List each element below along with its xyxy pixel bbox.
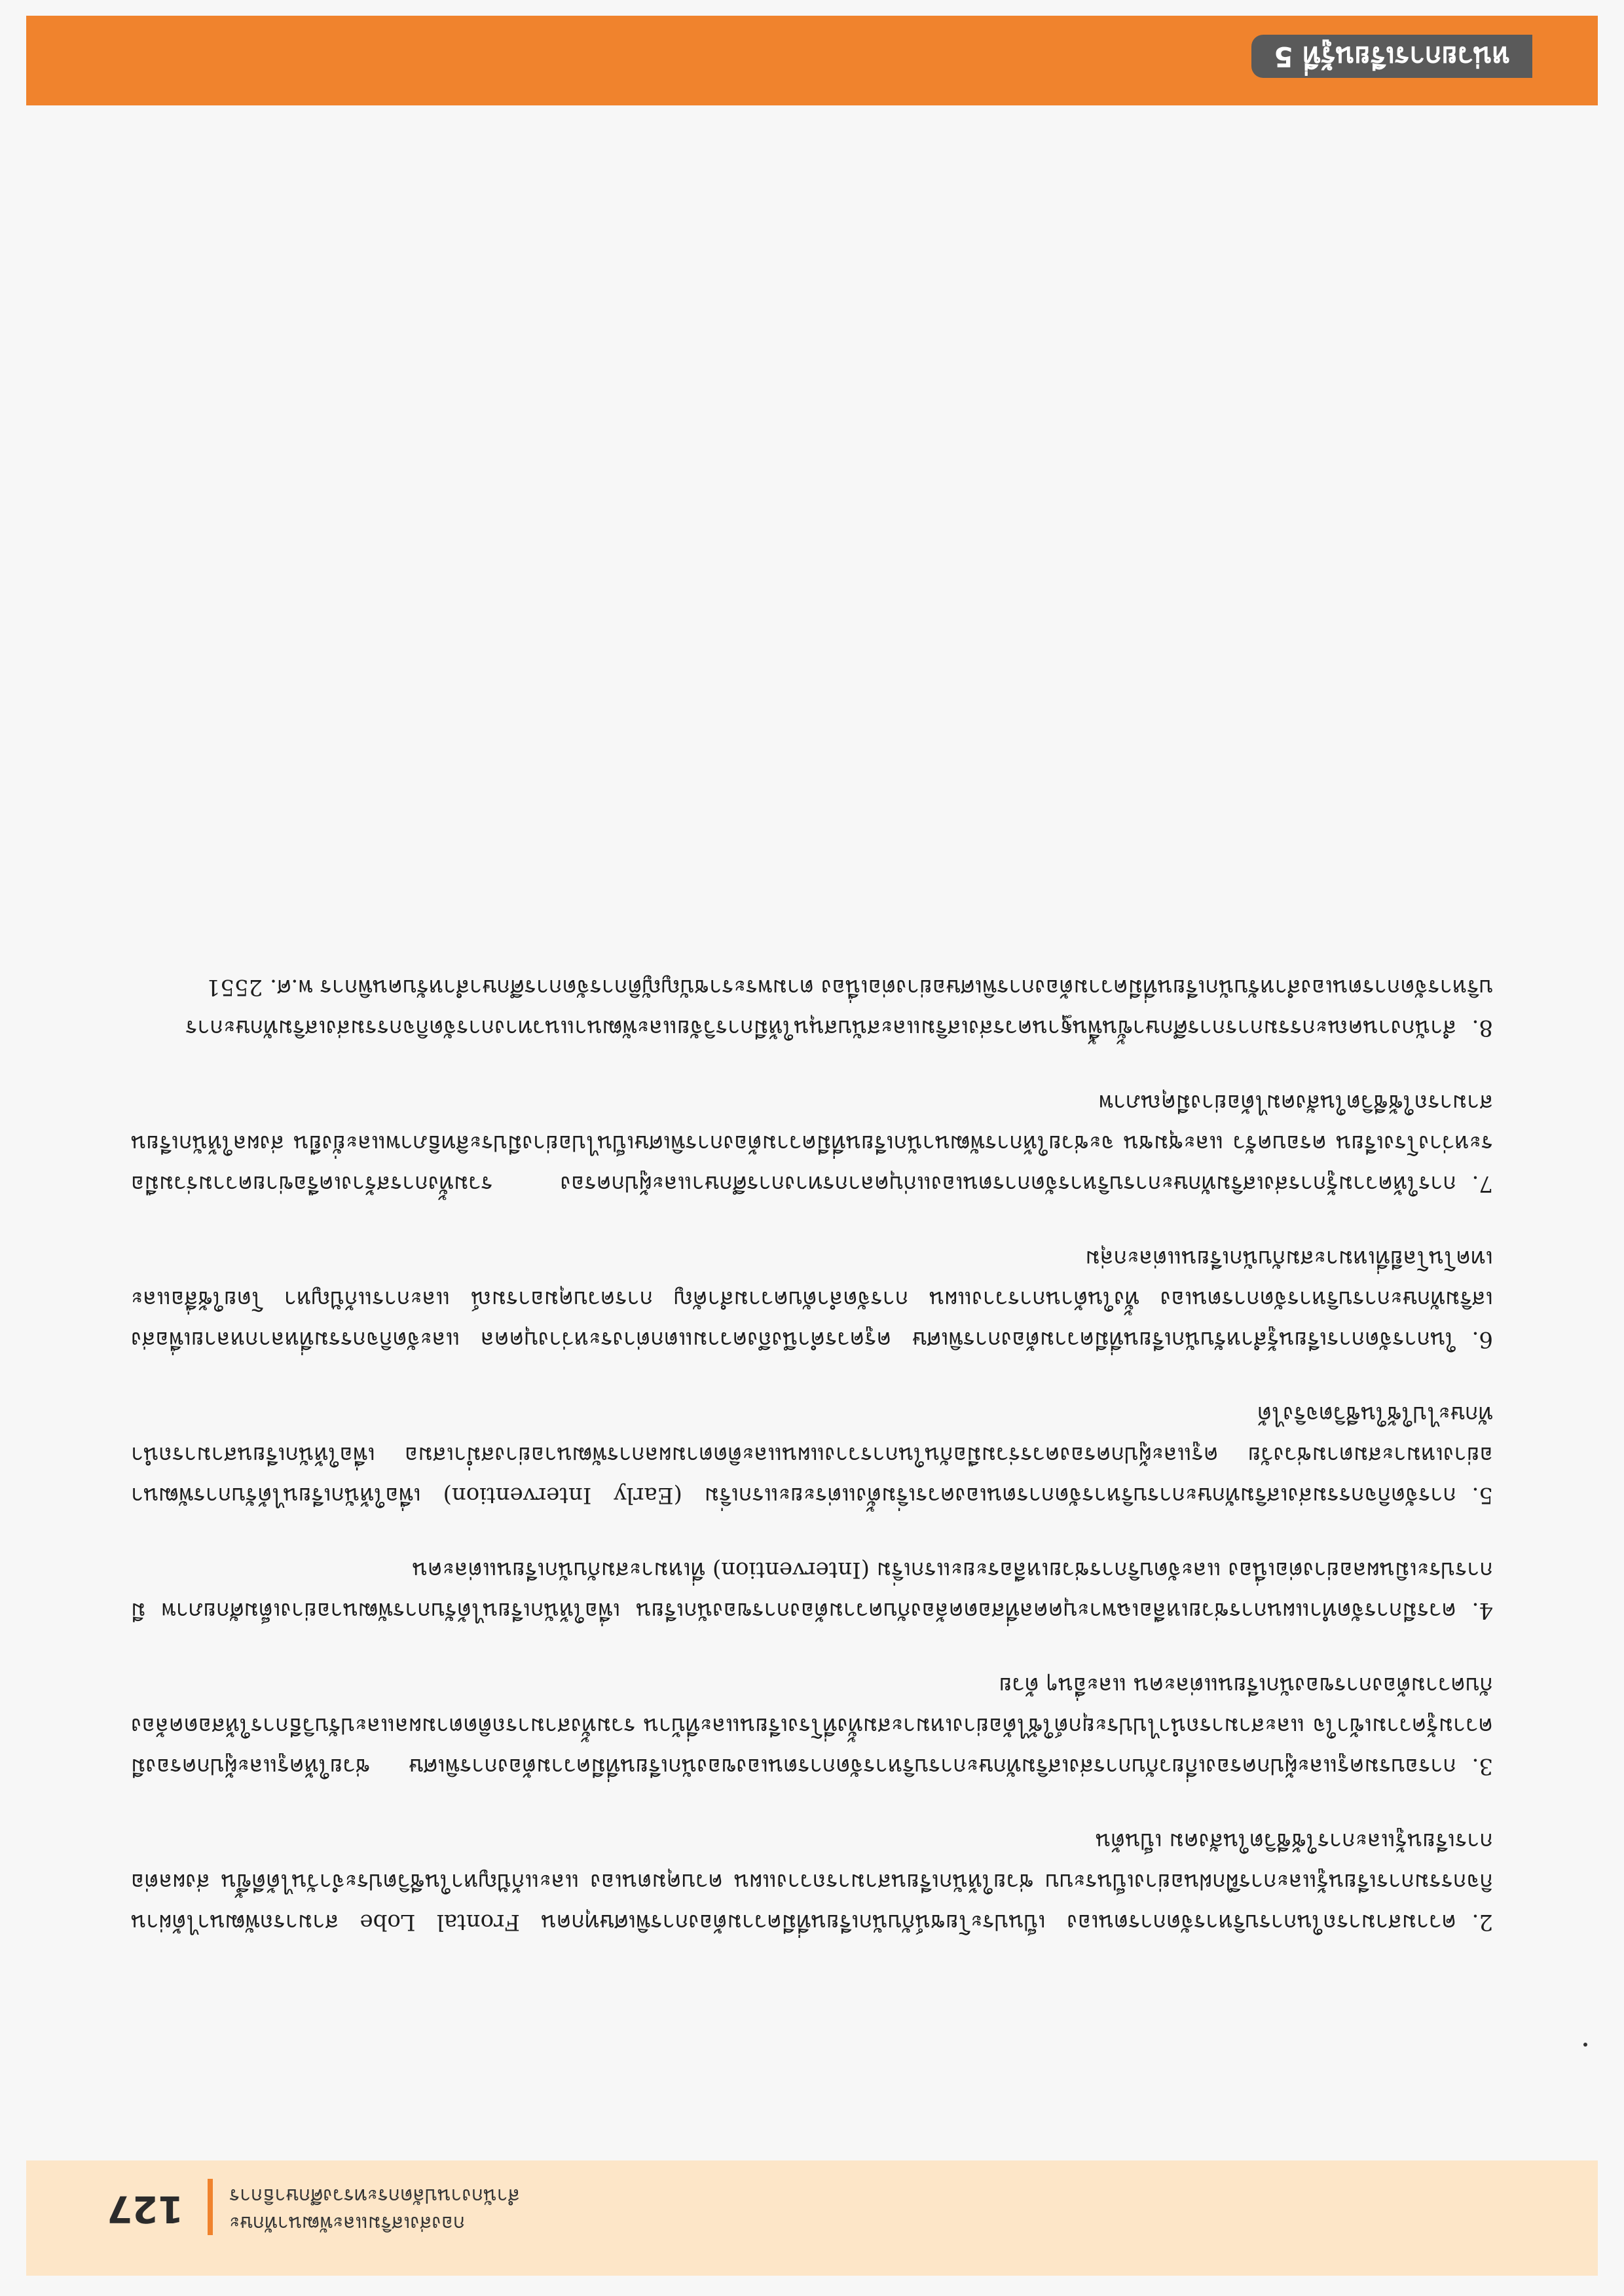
paragraph-number: 7. bbox=[1471, 1171, 1493, 1197]
paragraph-2 bbox=[131, 1821, 1493, 1942]
chapter-footer-bar bbox=[26, 16, 1598, 105]
paragraph-6 bbox=[131, 1238, 1493, 1360]
chapter-tab: หน่วยการเรียนรู้ที่ 5 bbox=[1252, 35, 1533, 78]
page-header bbox=[26, 2160, 1598, 2276]
paragraph-number: 4. bbox=[1471, 1597, 1493, 1624]
paragraph-text: การอบรมครูและผู้ปกครองเกี่ยวกับการส่งเสริมทักษะการบริหารจัดการตนเองของนักเรียนที่มีความต้องการพิเศษ ช่วยให้ครูและผู้ปกครองมีความรู้ความเข้าใจ และสามารถนำไปประยุกต์ใช้ได้อย่างเหมาะสมทั้งที่โรงเรียนและที่บ้าน รวมทั้งสามารถติดตามผลและปรับวิธีการให้สอดคล้องกับความต้องการของนักเรียนแต่ละคน และอื่นๆ ด้วย bbox=[131, 1672, 1493, 1779]
paragraph-number: 2. bbox=[1471, 1909, 1493, 1935]
paragraph-text: ควรมีการจัดทำแผนการช่วยเหลือเฉพาะบุคคลที่สอดคล้องกับความต้องการของนักเรียน เพื่อให้นักเรียนได้รับการพัฒนาอย่างเต็มศักยภาพ มีการประเมินผลอย่างต่อเนื่อง และจัดบริการช่วยเหลือระยะแรกเริ่ม (Intervention) ที่เหมาะสมกับนักเรียนแต่ละคน bbox=[131, 1557, 1493, 1624]
paragraph-text: ในการจัดการเรียนรู้สำหรับนักเรียนที่มีความต้องการพิเศษ ครูควรคำนึงถึงความแตกต่างระหว่างบุคคล และจัดกิจกรรมที่หลากหลายเพื่อส่งเสริมทักษะการบริหารจัดการตนเอง ทั้งในด้านการวางแผน การจัดลำดับความสำคัญ การควบคุมอารมณ์ และการแก้ปัญหา โดยใช้สื่อและเทคโนโลยีที่เหมาะสมกับนักเรียนแต่ละกลุ่ม bbox=[131, 1245, 1493, 1353]
paragraph-number: 3. bbox=[1471, 1753, 1493, 1779]
paragraph-3 bbox=[131, 1665, 1493, 1787]
page-number: 127 bbox=[107, 2187, 183, 2230]
header-organization bbox=[229, 2181, 766, 2236]
header-org-line-1: กองส่งเสริมและพัฒนาทักษะ bbox=[229, 2212, 466, 2234]
paragraph-number: 8. bbox=[1471, 1015, 1493, 1041]
header-org-line-2: สำนักงานปลัดกระทรวงศึกษาธิการ bbox=[229, 2184, 520, 2207]
paragraph-7 bbox=[131, 1082, 1493, 1204]
paragraph-text: การให้ความรู้การส่งเสริมทักษะการบริหารจัดการตนเองแก่บุคลากรทางการศึกษาและผู้ปกครอง รวมทั้งการสร้างเครือข่ายความร่วมมือระหว่างโรงเรียน ครอบครัว และชุมชน จะช่วยให้การพัฒนานักเรียนที่มีความต้องการพิเศษเป็นไปอย่างมีประสิทธิภาพและยั่งยืน ส่งผลให้นักเรียนสามารถใช้ชีวิตในสังคมได้อย่างมีคุณภาพ bbox=[131, 1089, 1493, 1197]
paragraph-number: 6. bbox=[1471, 1326, 1493, 1353]
paragraph-8 bbox=[131, 967, 1493, 1048]
paragraph-text: สำนักงานคณะกรรมการการศึกษาขั้นพื้นฐานควรส่งเสริมและสนับสนุนให้มีการวิจัยและพัฒนาแนวทางการจัดกิจกรรมส่งเสริมทักษะการบริหารจัดการตนเองสำหรับนักเรียนที่มีความต้องการพิเศษอย่างต่อเนื่อง ตามพระราชบัญญัติการจัดการศึกษาสำหรับคนพิการ พ.ศ. 2551 bbox=[185, 974, 1493, 1041]
paragraph-5 bbox=[131, 1394, 1493, 1516]
header-separator bbox=[208, 2179, 213, 2235]
paragraph-number: 5. bbox=[1471, 1482, 1493, 1508]
scan-speck bbox=[1583, 2043, 1587, 2047]
paragraph-text: การจัดกิจกรรมส่งเสริมทักษะการบริหารจัดการตนเองควรเริ่มตั้งแต่ระยะแรกเริ่ม (Early Intervention) เพื่อให้นักเรียนได้รับการพัฒนาอย่างเหมาะสมตามช่วงวัย ครูและผู้ปกครองควรร่วมมือกันในการวางแผนและติดตามผลการพัฒนาอย่างสม่ำเสมอ เพื่อให้นักเรียนสามารถนำทักษะไปใช้ในชีวิตจริงได้ bbox=[131, 1401, 1493, 1508]
paragraph-4 bbox=[131, 1550, 1493, 1631]
body-content bbox=[131, 933, 1493, 1942]
paragraph-text: ความสามารถในการบริหารจัดการตนเอง เป็นประโยชน์กับนักเรียนที่มีความต้องการพิเศษทุกคน Frontal Lobe สามารถพัฒนาได้ผ่านกิจกรรมการเรียนรู้และการฝึกฝนอย่างเป็นระบบ ช่วยให้นักเรียนสามารถวางแผน ควบคุมตนเอง และแก้ปัญหาในชีวิตประจำวันได้ดีขึ้น ส่งผลต่อการเรียนรู้และการใช้ชีวิตในสังคม เป็นต้น bbox=[131, 1828, 1493, 1935]
